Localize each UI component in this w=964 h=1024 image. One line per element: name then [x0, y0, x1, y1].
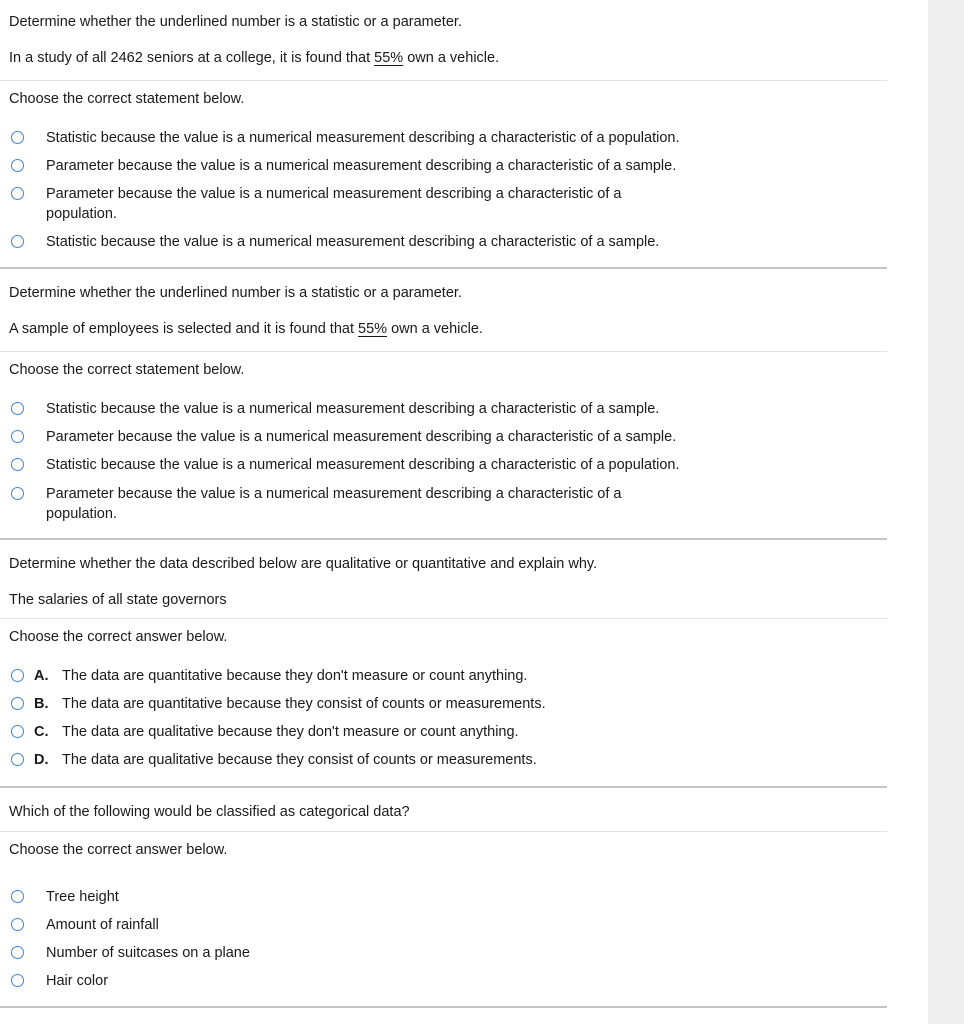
q3-prompt: Choose the correct answer below. [9, 629, 228, 645]
q3-option-b-label[interactable]: The data are quantitative because they consist of counts or measurements. [62, 696, 546, 712]
q4-prompt: Choose the correct answer below. [9, 842, 228, 858]
q3-option-c-radio[interactable] [11, 725, 24, 738]
q1-option-3-radio[interactable] [11, 187, 24, 200]
q1-stem-before: In a study of all 2462 seniors at a college, it is found that [9, 50, 375, 66]
q3-option-c-label[interactable]: The data are qualitative because they don't measure or count anything. [62, 724, 519, 740]
q3-stem: The salaries of all state governors [9, 592, 227, 608]
q3-option-a-label[interactable]: The data are quantitative because they don't measure or count anything. [62, 668, 528, 684]
q1-option-4-label[interactable]: Statistic because the value is a numerical measurement describing a characteristic of a sample. [46, 234, 660, 250]
q3-option-b-radio[interactable] [11, 697, 24, 710]
q3-option-d-radio[interactable] [11, 753, 24, 766]
q1-instruction: Determine whether the underlined number is a statistic or a parameter. [9, 14, 462, 30]
q2-stem-before: A sample of employees is selected and it is found that [9, 321, 359, 337]
q1-option-2-radio[interactable] [11, 159, 24, 172]
q1-stem [9, 49, 499, 67]
q1-option-1-label[interactable]: Statistic because the value is a numerical measurement describing a characteristic of a population. [46, 130, 680, 146]
q2-underlined-number: 55% [358, 321, 388, 337]
q4-option-1-label[interactable]: Tree height [46, 889, 119, 905]
q3-instruction: Determine whether the data described below are qualitative or quantitative and explain why. [9, 556, 598, 572]
q2-prompt: Choose the correct statement below. [9, 362, 245, 378]
q4-option-3-radio[interactable] [11, 946, 24, 959]
q3-option-d-label[interactable]: The data are qualitative because they consist of counts or measurements. [62, 752, 537, 768]
right-sidebar [928, 0, 964, 1024]
q1-underlined-number: 55% [374, 50, 404, 66]
q3-option-a-letter[interactable]: A. [34, 668, 49, 684]
q2-instruction: Determine whether the underlined number is a statistic or a parameter. [9, 285, 462, 301]
q4-instruction: Which of the following would be classified as categorical data? [9, 804, 410, 820]
q4-option-2-label[interactable]: Amount of rainfall [46, 917, 159, 933]
q4-option-4-label[interactable]: Hair color [46, 973, 109, 989]
q3-divider [0, 618, 887, 619]
q2-divider [0, 351, 887, 352]
q2-option-2-radio[interactable] [11, 430, 24, 443]
q4-option-1-radio[interactable] [11, 890, 24, 903]
q3-option-c-letter[interactable]: C. [34, 724, 49, 740]
q1-option-4-radio[interactable] [11, 235, 24, 248]
q2-option-1-label[interactable]: Statistic because the value is a numerical measurement describing a characteristic of a sample. [46, 401, 660, 417]
q1-option-3-label[interactable]: Parameter because the value is a numerical measurement describing a characteristic of a population. [46, 186, 622, 222]
q1-divider [0, 80, 887, 81]
q3-option-d-letter[interactable]: D. [34, 752, 49, 768]
q2-option-3-radio[interactable] [11, 458, 24, 471]
q1-option-2-label[interactable]: Parameter because the value is a numerical measurement describing a characteristic of a sample. [46, 158, 677, 174]
q2-stem-after: own a vehicle. [387, 321, 483, 337]
q1-stem-after: own a vehicle. [403, 50, 500, 66]
q2-option-4-radio[interactable] [11, 487, 24, 500]
q4-section-divider [0, 1006, 887, 1008]
q3-option-b-letter[interactable]: B. [34, 696, 49, 712]
q4-option-3-label[interactable]: Number of suitcases on a plane [46, 945, 250, 961]
q3-section-divider [0, 786, 887, 788]
q2-option-3-label[interactable]: Statistic because the value is a numerical measurement describing a characteristic of a population. [46, 457, 680, 473]
q4-divider [0, 831, 887, 832]
q3-option-a-radio[interactable] [11, 669, 24, 682]
q1-prompt: Choose the correct statement below. [9, 91, 245, 107]
q2-option-1-radio[interactable] [11, 402, 24, 415]
q4-option-2-radio[interactable] [11, 918, 24, 931]
q2-option-4-label[interactable]: Parameter because the value is a numerical measurement describing a characteristic of a population. [46, 486, 622, 522]
q1-option-1-radio[interactable] [11, 131, 24, 144]
q2-stem [9, 320, 483, 338]
q2-option-2-label[interactable]: Parameter because the value is a numerical measurement describing a characteristic of a sample. [46, 429, 677, 445]
q4-option-4-radio[interactable] [11, 974, 24, 987]
q2-section-divider [0, 538, 887, 540]
q1-section-divider [0, 267, 887, 269]
